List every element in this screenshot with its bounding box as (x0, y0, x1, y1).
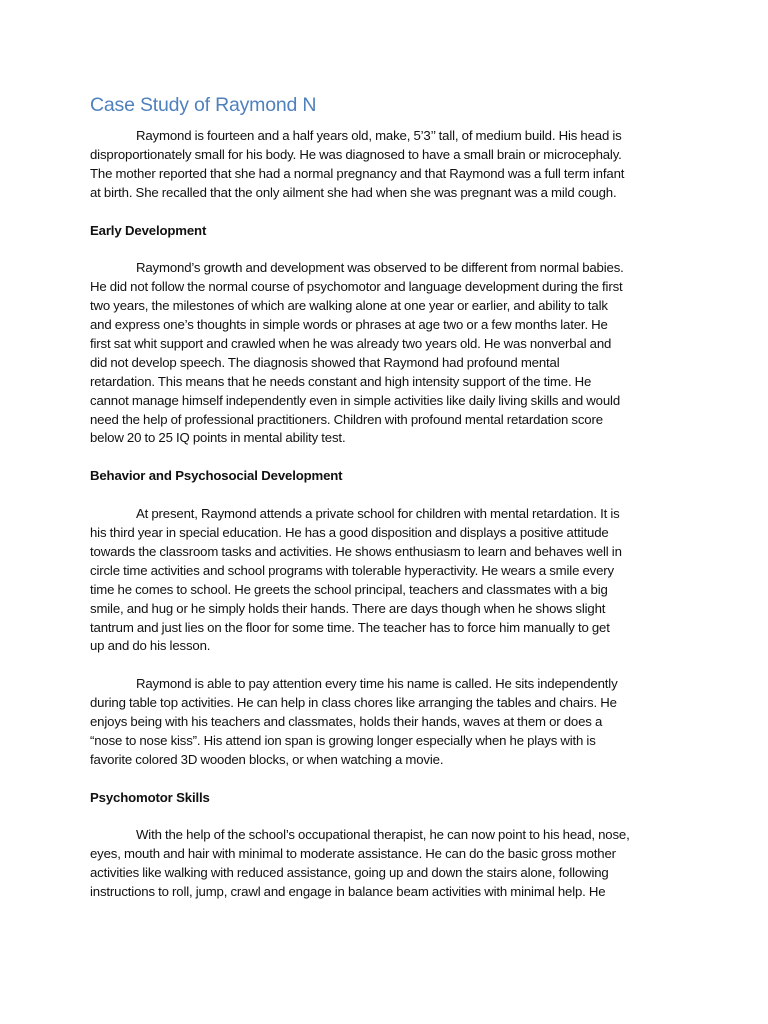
text-line: and express one’s thoughts in simple words or phrases at age two or a few months later. He (90, 317, 608, 333)
text-line: He did not follow the normal course of psychomotor and language development during the first (90, 279, 623, 295)
behavior-paragraph-2 (90, 675, 690, 770)
text-line: Raymond is able to pay attention every time his name is called. He sits independently (136, 676, 618, 692)
text-line: tantrum and just lies on the floor for some time. The teacher has to force him manually to get (90, 619, 610, 635)
section-heading-early-development: Early Development (90, 222, 207, 238)
text-line: his third year in special education. He has a good disposition and displays a positive attitude (90, 524, 609, 540)
section-heading-behavior: Behavior and Psychosocial Development (90, 468, 343, 484)
text-line: up and do his lesson. (90, 638, 211, 654)
text-line: below 20 to 25 IQ points in mental ability test. (90, 430, 346, 446)
early-development-paragraph (90, 259, 690, 448)
text-line: two years, the milestones of which are walking alone at one year or earlier, and ability to talk (90, 298, 608, 314)
document-title: Case Study of Raymond N (90, 94, 317, 116)
text-line: at birth. She recalled that the only ailment she had when she was pregnant was a mild cough. (90, 184, 617, 200)
text-line: disproportionately small for his body. He was diagnosed to have a small brain or microcephaly. (90, 146, 622, 162)
text-line: The mother reported that she had a normal pregnancy and that Raymond was a full term infant (90, 165, 625, 181)
text-line: time he comes to school. He greets the school principal, teachers and classmates with a big (90, 581, 608, 597)
text-line: Raymond is fourteen and a half years old, make, 5’3’’ tall, of medium build. His head is (136, 128, 622, 143)
text-line: At present, Raymond attends a private school for children with mental retardation. It is (136, 506, 620, 522)
section-heading-psychomotor: Psychomotor Skills (90, 789, 210, 805)
text-line: instructions to roll, jump, crawl and engage in balance beam activities with minimal help. He (90, 884, 606, 900)
text-line: retardation. This means that he needs constant and high intensity support of the time. He (90, 373, 592, 389)
behavior-paragraph-1 (90, 505, 690, 656)
text-line: With the help of the school’s occupational therapist, he can now point to his head, nose, (136, 827, 630, 843)
text-line: circle time activities and school programs with tolerable hyperactivity. He wears a smile every (90, 562, 614, 578)
text-line: smile, and hug or he simply holds their hands. There are days though when he shows slight (90, 600, 606, 616)
text-line: first sat whit support and crawled when he was already two years old. He was nonverbal and (90, 335, 612, 351)
psychomotor-paragraph (90, 826, 690, 902)
text-line: need the help of professional practitioners. Children with profound mental retardation score (90, 411, 603, 427)
document-page (90, 92, 690, 921)
text-line: enjoys being with his teachers and classmates, holds their hands, waves at them or does a (90, 714, 603, 730)
text-line: during table top activities. He can help in class chores like arranging the tables and chairs. He (90, 695, 617, 711)
text-line: Raymond’s growth and development was observed to be different from normal babies. (136, 260, 624, 276)
text-line: “nose to nose kiss”. His attend ion span is growing longer especially when he plays with is (90, 732, 596, 748)
text-line: eyes, mouth and hair with minimal to moderate assistance. He can do the basic gross mother (90, 846, 616, 862)
text-line: favorite colored 3D wooden blocks, or when watching a movie. (90, 751, 444, 767)
text-line: towards the classroom tasks and activities. He shows enthusiasm to learn and behaves well in (90, 543, 622, 559)
text-line: did not develop speech. The diagnosis showed that Raymond had profound mental (90, 354, 560, 370)
intro-paragraph (90, 127, 690, 203)
text-line: activities like walking with reduced assistance, going up and down the stairs alone, following (90, 865, 609, 881)
text-line: cannot manage himself independently even in simple activities like daily living skills and would (90, 392, 621, 408)
